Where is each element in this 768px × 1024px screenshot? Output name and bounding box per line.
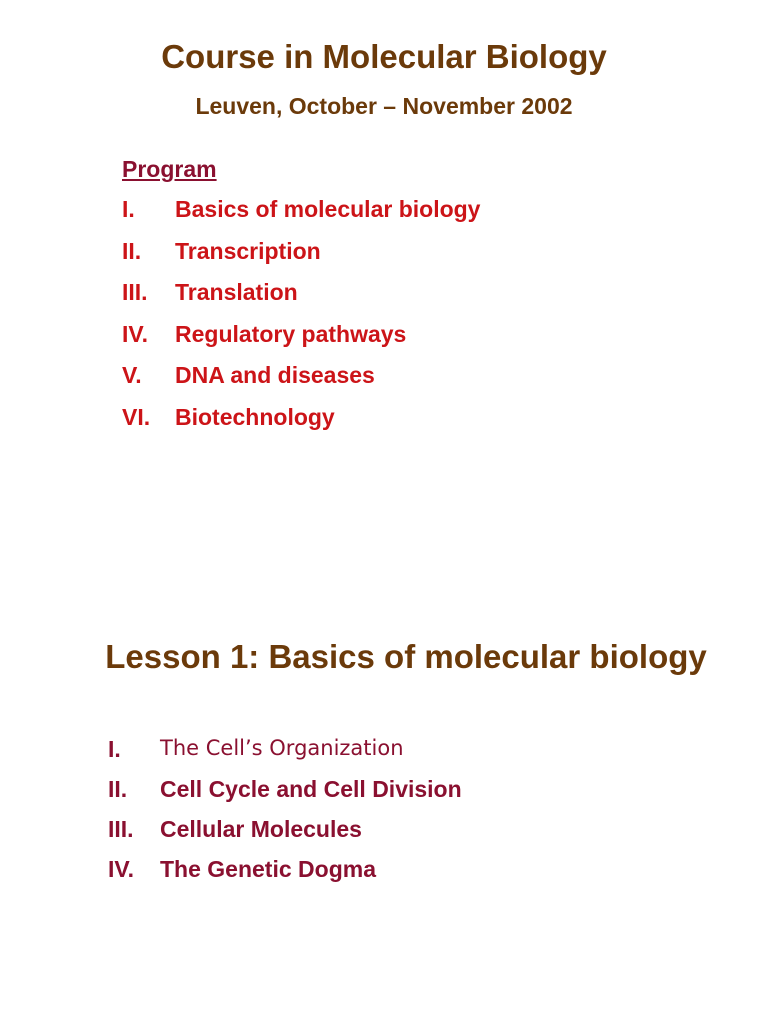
item-text: Translation (175, 279, 298, 305)
lesson-list (108, 736, 462, 896)
list-item (108, 816, 462, 856)
item-text: Biotechnology (175, 403, 335, 430)
item-text: Cellular Molecules (160, 816, 362, 842)
list-item (108, 856, 462, 896)
list-item (122, 238, 480, 280)
item-number: III. (122, 279, 148, 305)
list-item (108, 776, 462, 816)
item-text: Basics of molecular biology (175, 196, 481, 222)
item-text: Regulatory pathways (175, 320, 407, 347)
program-heading: Program (122, 156, 217, 182)
item-number: III. (108, 816, 134, 842)
item-number: II. (108, 776, 128, 802)
item-number: IV. (108, 856, 135, 882)
course-subtitle: Leuven, October – November 2002 (195, 93, 573, 119)
item-text: The Cell’s Organization (160, 736, 404, 760)
list-item (122, 362, 480, 404)
item-text: Transcription (175, 237, 321, 264)
list-item (122, 404, 480, 446)
course-title: Course in Molecular Biology (161, 38, 607, 75)
list-item (108, 736, 462, 776)
item-number: I. (122, 196, 135, 222)
program-list (122, 196, 480, 445)
list-item (122, 196, 480, 238)
list-item (122, 321, 480, 363)
list-item (122, 279, 480, 321)
item-number: V. (122, 362, 142, 388)
item-text: DNA and diseases (175, 362, 375, 388)
slide-lesson-1 (0, 512, 768, 1024)
lesson-title: Lesson 1: Basics of molecular biology (105, 638, 707, 675)
item-text: Cell Cycle and Cell Division (160, 776, 462, 802)
item-number: VI. (122, 403, 151, 430)
item-number: II. (122, 237, 142, 264)
item-number: I. (108, 736, 121, 762)
item-text: The Genetic Dogma (160, 856, 376, 882)
item-number: IV. (122, 320, 149, 347)
